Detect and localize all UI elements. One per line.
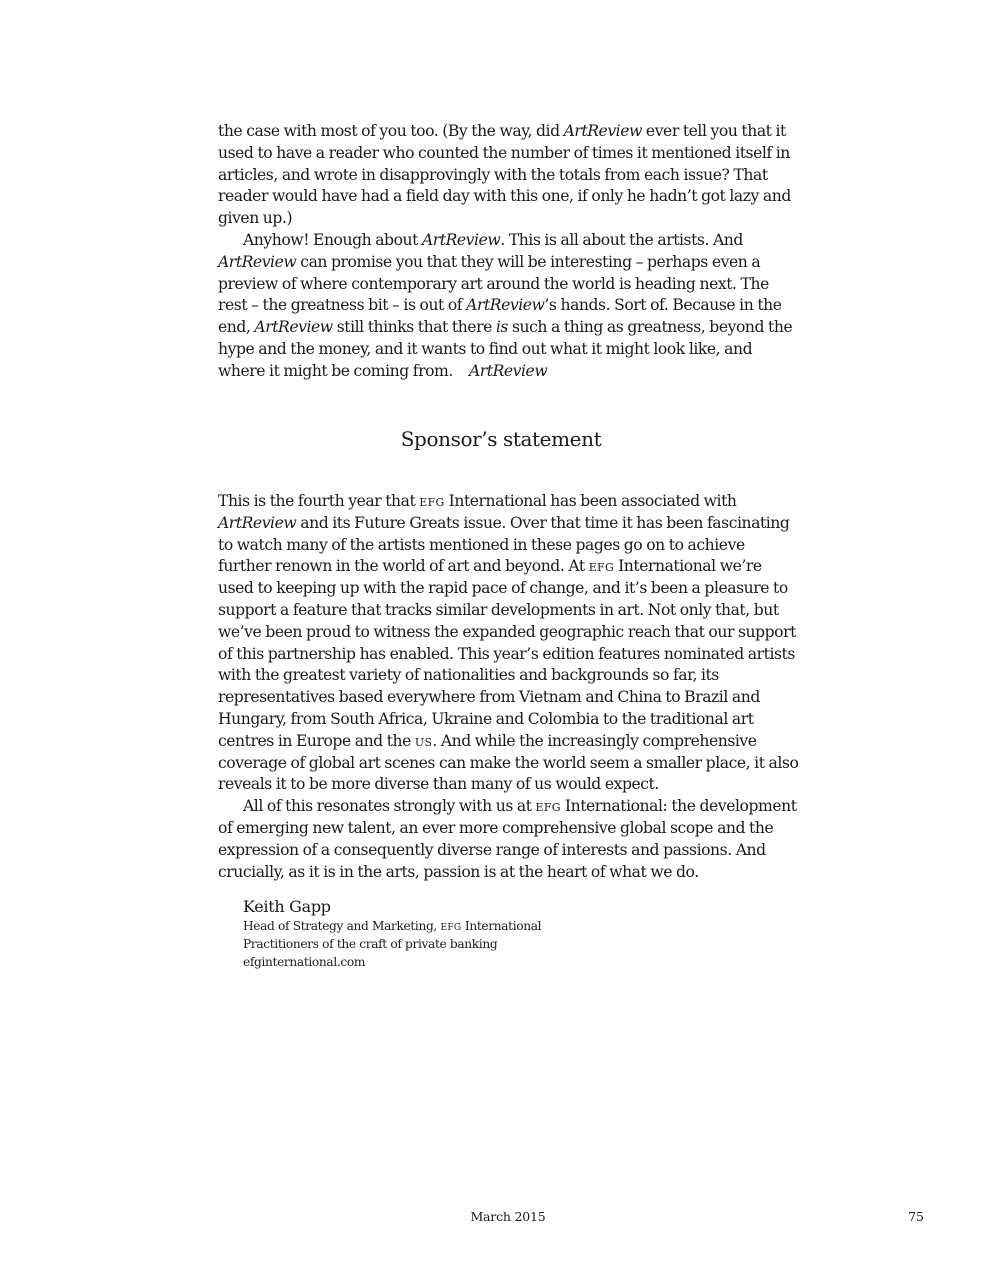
text-run: This is the fourth year that: [218, 492, 420, 510]
sponsor-paragraph-2: [218, 796, 800, 883]
magazine-title: ArtReview: [466, 296, 545, 315]
text-run: ’s hands. Sort of. Because in the end,: [218, 296, 782, 337]
magazine-title: ArtReview: [254, 318, 333, 337]
magazine-title: ArtReview: [563, 122, 642, 140]
text-run: . And while the increasingly comprehensive coverage of global art scenes can make the world seem a smaller place, it also reveals it to be more diverse than many of us would expect.: [218, 731, 799, 794]
sponsor-statement: [218, 491, 800, 883]
company-acronym: efg: [419, 492, 445, 510]
signature-block: [243, 897, 803, 971]
text-run: ever tell you that it used to have a reader who counted the number of times it mentioned itself in articles, and wrote in disapprovingly with the totals from each issue? That reader would have had a field day with this one, if only he hadn’t got lazy and given up.): [218, 122, 791, 228]
text-run: International we’re used to keeping up with the rapid pace of change, and it’s been a pleasure to support a feature that tracks similar developments in art. Not only that, but we’ve been proud to witness the expanded geographic reach that our support of this partnership has enabled. This year’s edition features nominated artists with the greatest variety of nationalities and backgrounds so far, its representatives based everywhere from Vietnam and China to Brazil and Hungary, from South Africa, Ukraine and Colombia to the traditional art centres in Europe and the: [218, 557, 796, 750]
text-run: All of this resonates strongly with us at: [243, 797, 536, 816]
intro-paragraph-2: [218, 230, 800, 383]
text-run: the case with most of you too. (By the way, did: [218, 122, 564, 140]
company-acronym: efg: [588, 557, 615, 576]
text-run: Anyhow! Enough about: [243, 230, 422, 249]
company-tagline: Practitioners of the craft of private banking: [243, 937, 498, 951]
intro-text: [218, 121, 800, 383]
text-run: International has been associated with: [444, 492, 737, 510]
text-run: still thinks that there: [332, 318, 496, 337]
sponsor-paragraph-1: [218, 491, 800, 796]
company-acronym: efg: [535, 797, 561, 816]
text-run: International: [461, 919, 542, 933]
intro-paragraph-1: [218, 121, 800, 230]
magazine-title: ArtReview: [218, 252, 297, 271]
company-acronym: efg: [440, 919, 462, 933]
text-run: such a thing as greatness, beyond the hype and the money, and it wants to find out what it might look like, and where it might be coming from.: [218, 318, 793, 380]
signatory-name: Keith Gapp: [243, 897, 331, 916]
text-run: . This is all about the artists. And: [500, 230, 743, 249]
text-run: Head of Strategy and Marketing,: [243, 919, 441, 933]
text-run: and its Future Greats issue. Over that time it has been fascinating to watch many of the artists mentioned in these pages go on to achieve further renown in the world of art and beyond. At: [218, 513, 790, 576]
signatory-title: [243, 917, 803, 935]
text-run: can promise you that they will be interesting – perhaps even a preview of where contemporary art around the world is heading next. The rest – the greatness bit – is out of: [218, 252, 769, 315]
footer-date: March 2015: [470, 1209, 546, 1224]
company-website: efginternational.com: [243, 955, 366, 969]
sign-off: ArtReview: [468, 361, 548, 380]
country-acronym: us: [414, 731, 433, 750]
emphasis: is: [495, 318, 508, 337]
text-run: International: the development of emerging new talent, an ever more comprehensive global scope and the expression of a consequently diverse range of interests and passions. And crucially, as it is in the arts, passion is at the heart of what we do.: [218, 797, 797, 881]
page-number: 75: [908, 1209, 924, 1224]
section-heading: Sponsor’s statement: [400, 427, 602, 451]
magazine-title: ArtReview: [421, 230, 501, 249]
magazine-title: ArtReview: [218, 513, 297, 532]
